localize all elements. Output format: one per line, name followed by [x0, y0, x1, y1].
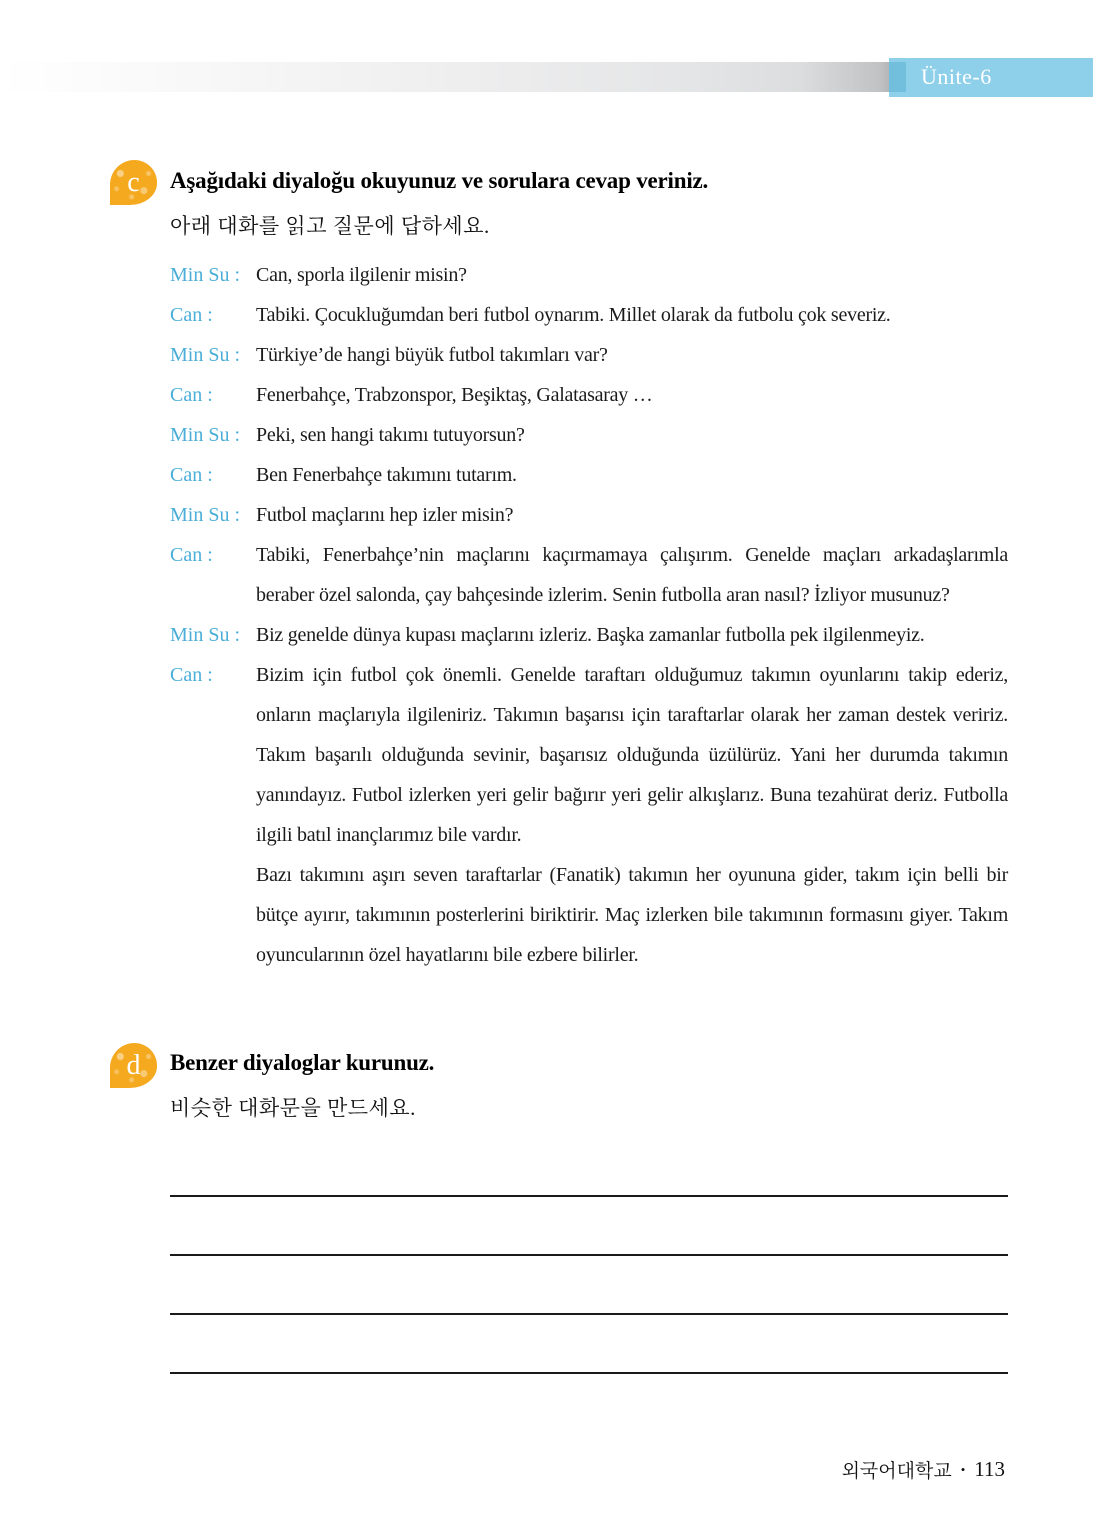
dialogue-speaker-label: [170, 855, 256, 975]
page-footer: [842, 1456, 1005, 1483]
section-d-subtitle-korean: 비슷한 대화문을 만드세요.: [170, 1096, 416, 1120]
dialogue-row: [170, 615, 1008, 655]
unit-tab: [889, 58, 1093, 97]
section-c-title: Aşağıdaki diyaloğu okuyunuz ve sorulara cevap veriniz.: [170, 168, 709, 193]
dialogue-row: [170, 415, 1008, 455]
dialogue-row: [170, 455, 1008, 495]
dialogue-utterance: Peki, sen hangi takımı tutuyorsun?: [256, 424, 525, 446]
dialogue-utterance: Can, sporla ilgilenir misin?: [256, 264, 467, 286]
dialogue-utterance: Bazı takımını aşırı seven taraftarlar (Fanatik) takımın her oyununa gider, takım için belli bir bütçe ayırır, takımının posterlerini biriktirir. Maç izlerken bile takımının formasını giyer. Takım oyuncularının özel hayatlarını bile ezbere bilirler.: [256, 864, 1008, 966]
answer-line: [170, 1313, 1008, 1315]
answer-line: [170, 1254, 1008, 1256]
dialogue: [170, 255, 1008, 975]
header-gradient-bar: [0, 62, 889, 92]
dialogue-row: [170, 655, 1008, 855]
dialogue-row: [170, 335, 1008, 375]
dialogue-row: [170, 535, 1008, 615]
footer-page-number: 113: [974, 1457, 1005, 1481]
answer-lines: [170, 1195, 1008, 1431]
footer-publisher: 외국어대학교: [841, 1461, 952, 1482]
dialogue-utterance: Fenerbahçe, Trabzonspor, Beşiktaş, Galatasaray …: [256, 384, 653, 406]
dialogue-speaker-label: Min Su :: [170, 624, 241, 646]
section-c-badge-icon: [110, 160, 157, 205]
dialogue-speaker-label: Can :: [170, 664, 213, 686]
section-c-subtitle-korean: 아래 대화를 읽고 질문에 답하세요.: [170, 214, 490, 238]
dialogue-speaker-label: Can :: [170, 304, 213, 326]
section-d-title: Benzer diyaloglar kurunuz.: [170, 1050, 435, 1075]
dialogue-row: [170, 495, 1008, 535]
answer-line: [170, 1195, 1008, 1197]
dialogue-speaker-label: Min Su :: [170, 344, 241, 366]
dialogue-row: [170, 375, 1008, 415]
section-c-badge-letter: c: [127, 167, 140, 198]
dialogue-speaker-label: Min Su :: [170, 424, 241, 446]
dialogue-row: [170, 295, 1008, 335]
unit-label: Ünite-6: [921, 64, 992, 89]
dialogue-utterance: Tabiki, Fenerbahçe’nin maçlarını kaçırmamaya çalışırım. Genelde maçları arkadaşlarımla beraber özel salonda, çay bahçesinde izlerim. Senin futbolla aran nasıl? İzliyor musunuz?: [256, 544, 1008, 606]
footer-separator-dot: •: [960, 1462, 966, 1477]
dialogue-speaker-label: Can :: [170, 464, 213, 486]
dialogue-utterance: Bizim için futbol çok önemli. Genelde taraftarı olduğumuz takımın oyunlarını takip ederiz, onların maçlarıyla ilgileniriz. Takımın başarısı için taraftarlar olarak her zaman destek veririz. Takım başarılı olduğunda sevinir, başarısız olduğunda üzülürüz. Yani her durumda takımın yanındayız. Futbol izlerken yeri gelir bağırır yeri gelir alkışlarız. Buna tezahürat deriz. Futbolla ilgili batıl inançlarımız bile vardır.: [256, 664, 1008, 846]
dialogue-speaker-label: Min Su :: [170, 504, 241, 526]
section-d-badge-letter: d: [126, 1050, 141, 1081]
dialogue-utterance: Biz genelde dünya kupası maçlarını izleriz. Başka zamanlar futbolla pek ilgilenmeyiz.: [256, 624, 925, 646]
dialogue-speaker-label: Min Su :: [170, 264, 241, 286]
dialogue-row: [170, 255, 1008, 295]
dialogue-speaker-label: Can :: [170, 384, 213, 406]
dialogue-utterance: Tabiki. Çocukluğumdan beri futbol oynarım. Millet olarak da futbolu çok severiz.: [256, 304, 891, 326]
section-d-badge-icon: [110, 1043, 157, 1088]
dialogue-speaker-label: Can :: [170, 544, 213, 566]
dialogue-utterance: Ben Fenerbahçe takımını tutarım.: [256, 464, 517, 486]
dialogue-utterance: Türkiye’de hangi büyük futbol takımları var?: [256, 344, 608, 366]
answer-line: [170, 1372, 1008, 1374]
dialogue-row: [170, 855, 1008, 975]
unit-tab-edge: [889, 62, 906, 92]
dialogue-utterance: Futbol maçlarını hep izler misin?: [256, 504, 514, 526]
